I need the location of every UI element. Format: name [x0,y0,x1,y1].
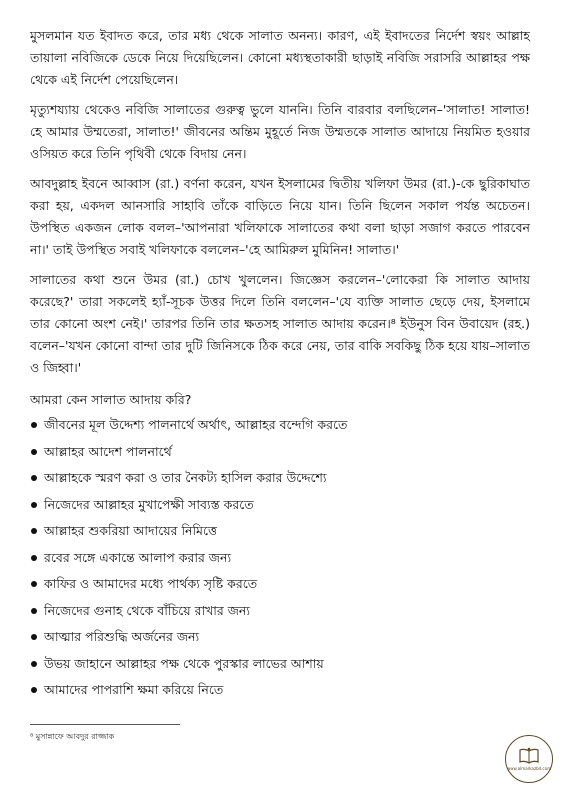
bullet-icon [31,661,37,667]
list-item [30,627,530,647]
list-item [30,574,530,594]
paragraph-3: আবদুল্লাহ ইবনে আব্বাস (রা.) বর্ণনা করেন, যখন ইসলামের দ্বিতীয় খলিফা উমর (রা.)-কে ছুরিকাঘাত করা হয়, একদল আনসারি সাহাবি তাঁকে বাড়িতে নিয়ে যান। তিনি ছিলেন সকাল পর্যন্ত অচেতন। উপস্থিত একজন লোক বলল–'আপনারা খলিফাকে সালাতের কথা বলা ছাড়া সজাগ করতে পারবেন না।' তাই উপস্থিত সবাই খলিফাকে বললেন–'হে আমিরুল মুমিনিন! সালাত।' [30,176,530,257]
bullet-icon [31,475,37,481]
bullet-icon [31,449,37,455]
list-item-text: আল্লাহকে স্মরণ করা ও তার নৈকট্য হাসিল করার উদ্দেশ্যে [44,470,327,485]
logo-url-text: www.almarkazbd.com [507,766,551,771]
list-item-text: কাফির ও আমাদের মধ্যে পার্থক্য সৃষ্টি করতে [44,576,258,591]
publisher-logo [505,735,553,783]
paragraph-2: মৃত্যুশয্যায় থেকেও নবিজি সালাতের গুরুত্ব ভুলে যাননি। তিনি বারবার বলছিলেন–'সালাত! সালাত! হে আমার উম্মতেরা, সালাত!' জীবনের অন্তিম মুহূর্তে নিজ উম্মতকে সালাত আদায়ে নিয়মিত হওয়ার ওসিয়ত করে তিনি পৃথিবী থেকে বিদায় নেন। [30,102,530,161]
footnote: ⁸ মুসান্নাফে আবদুর রাজ্জাক [30,732,115,741]
bullet-icon [31,502,37,508]
list-item-text: আত্মার পরিশুদ্ধি অর্জনের জন্য [44,629,200,644]
list-item [30,442,530,462]
book-icon [518,747,540,765]
list-item-text: রবের সঙ্গে একান্তে আলাপ করার জন্য [44,549,232,565]
list-item [30,468,530,488]
bullet-icon [31,581,37,587]
bullet-icon [31,528,37,534]
list-item [30,495,530,515]
list-item [30,521,530,541]
list-item-text: নিজেদের গুনাহ থেকে বাঁচিয়ে রাখার জন্য [44,602,251,618]
list-item-text: আল্লাহর আদেশ পালনার্থে [44,443,172,459]
reasons-list [30,415,530,700]
list-item-text: আল্লাহর শুকরিয়া আদায়ের নিমিত্তে [44,523,217,538]
bullet-icon [31,608,37,614]
paragraph-4: সালাতের কথা শুনে উমর (রা.) চোখ খুললেন। জিজ্ঞেস করলেন–'লোকেরা কি সালাত আদায় করেছে?' তারা সকলেই হ্যাঁ-সূচক উত্তর দিলে তিনি বললেন–'যে ব্যক্তি সালাত ছেড়ে দেয়, ইসলামে তার কোনো অংশ নেই।' তারপর তিনি তার ক্ষতসহ সালাত আদায় করেন।⁸ ইউনুস বিন উবায়েদ (রহ.) বলেন–'যখন কোনো বান্দা তার দুটি জিনিসকে ঠিক করে নেয়, তার বাকি সবকিছু ঠিক হয়ে যায়–সালাত ও জিহ্বা।' [30,272,530,375]
bullet-icon [31,687,37,693]
bullet-icon [31,634,37,640]
section-heading: আমরা কেন সালাত আদায় করি? [30,392,192,407]
list-item-text: নিজেদের আল্লাহর মুখাপেক্ষী সাব্যস্ত করতে [44,496,254,512]
list-item [30,680,530,700]
list-item [30,654,530,674]
paragraph-1: মুসলমান যত ইবাদত করে, তার মধ্য থেকে সালাত অনন্য। কারণ, এই ইবাদতের নির্দেশ স্বয়ং আল্লাহ তায়ালা নবিজিকে ডেকে নিয়ে দিয়েছিলেন। কোনো মধ্যস্থতাকারী ছাড়াই নবিজি সরাসরি আল্লাহর পক্ষ থেকে এই নির্দেশ পেয়েছিলেন। [30,28,530,87]
footnote-divider [30,724,180,725]
bullet-icon [31,422,37,428]
document-body [30,25,530,707]
list-item [30,415,530,435]
bullet-icon [31,555,37,561]
list-item-text: জীবনের মূল উদ্দেশ্য পালনার্থে অর্থাৎ, আল্লাহর বন্দেগি করতে [44,417,348,432]
list-item-text: উভয় জাহানে আল্লাহর পক্ষ থেকে পুরস্কার লাভের আশায় [44,655,324,671]
list-item [30,548,530,568]
list-item [30,601,530,621]
list-item-text: আমাদের পাপরাশি ক্ষমা করিয়ে নিতে [44,682,224,697]
